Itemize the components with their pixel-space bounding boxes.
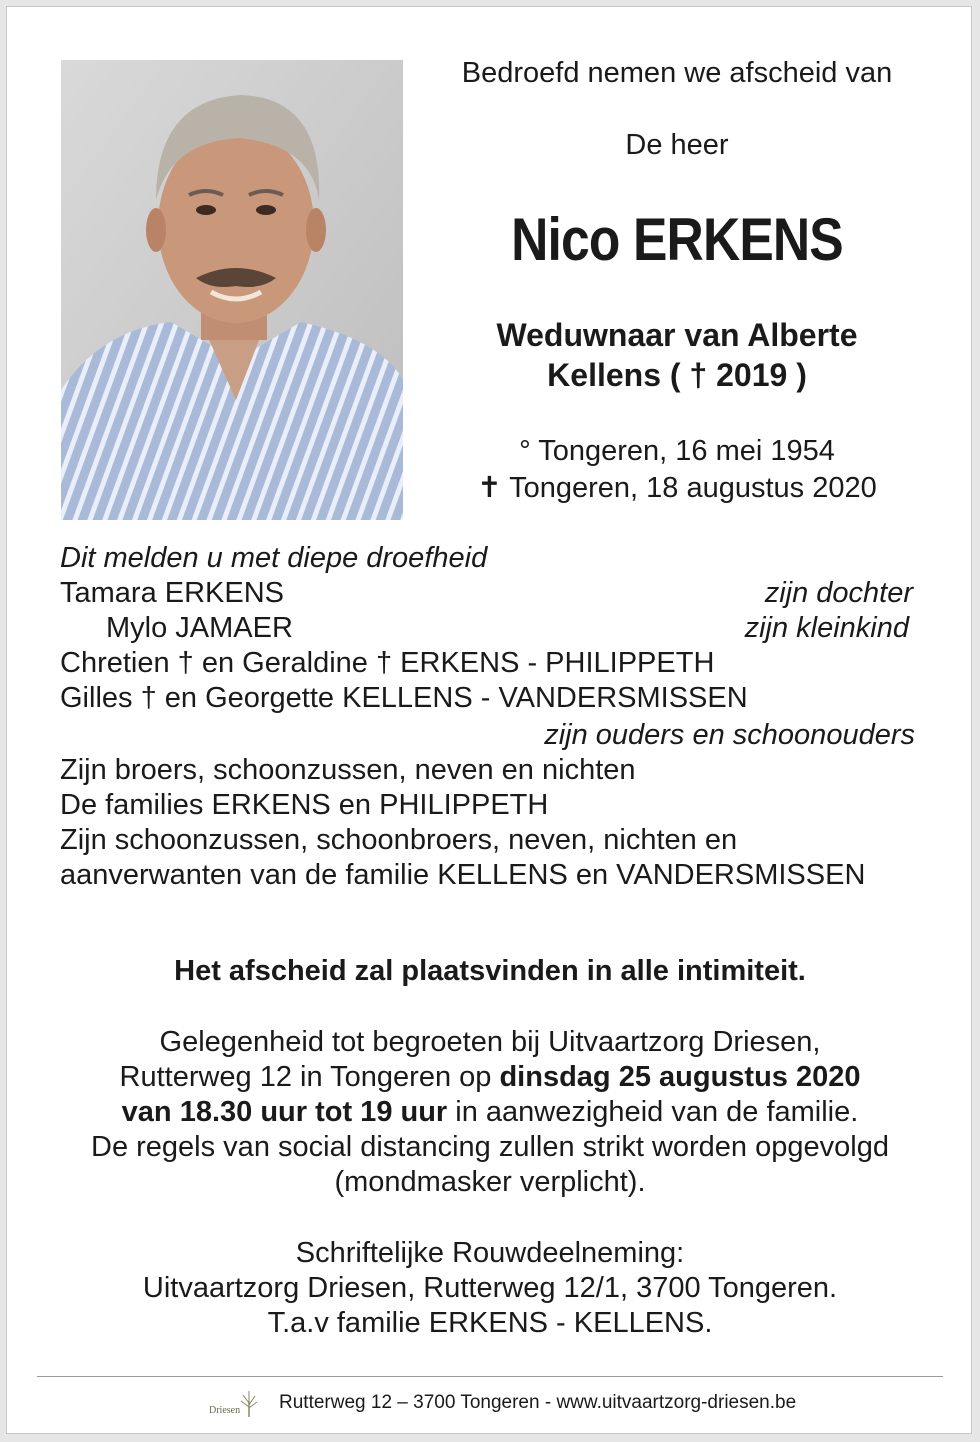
- families-line: De families ERKENS en PHILIPPETH: [60, 789, 549, 821]
- footer-divider: [37, 1376, 943, 1377]
- inlaws-relatives-line-1: Zijn schoonzussen, schoonbroers, neven, nichten en: [60, 824, 738, 856]
- grandchild-relation: zijn kleinkind: [744, 612, 909, 644]
- deceased-name: Nico ERKENS: [511, 206, 843, 273]
- intimacy-notice: Het afscheid zal plaatsvinden in alle intimiteit.: [174, 955, 806, 987]
- visitation-time: van 18.30 uur tot 19 uur: [121, 1096, 448, 1128]
- widower-line-2: Kellens ( † 2019 ): [547, 357, 807, 393]
- visitation-line-3: [7, 1096, 973, 1129]
- written-condolence-title: Schriftelijke Rouwdeelneming:: [295, 1237, 685, 1269]
- portrait-photo: [61, 60, 403, 520]
- written-condolence-attention: T.a.v familie ERKENS - KELLENS.: [267, 1307, 713, 1339]
- visitation-address: Rutterweg 12 in Tongeren op: [119, 1061, 500, 1093]
- visitation-line-2: [7, 1061, 973, 1094]
- portrait-illustration: [61, 60, 403, 520]
- footer-address: Rutterweg 12 – 3700 Tongeren - www.uitvaartzorg-driesen.be: [279, 1392, 797, 1413]
- salutation: De heer: [625, 129, 729, 161]
- grandchild-name: Mylo JAMAER: [106, 612, 293, 644]
- tree-logo-icon: [207, 1387, 263, 1423]
- daughter-relation: zijn dochter: [764, 577, 913, 609]
- obituary-card: [6, 6, 972, 1434]
- inlaws-relatives-line-2: aanverwanten van de familie KELLENS en VANDERSMISSEN: [60, 859, 866, 891]
- intro-line: Bedroefd nemen we afscheid van: [461, 57, 893, 89]
- visitation-presence: in aanwezigheid van de familie.: [447, 1096, 859, 1128]
- daughter-name: Tamara ERKENS: [60, 577, 285, 609]
- parents-line: Chretien † en Geraldine † ERKENS - PHILIPPETH: [60, 647, 715, 679]
- birth-date: ° Tongeren, 16 mei 1954: [519, 435, 835, 467]
- visitation-date: dinsdag 25 augustus 2020: [499, 1061, 861, 1093]
- family-intro: Dit melden u met diepe droefheid: [60, 542, 488, 574]
- death-date: ✝ Tongeren, 18 augustus 2020: [477, 472, 877, 504]
- parents-relation: zijn ouders en schoonouders: [544, 719, 915, 751]
- written-condolence-address: Uitvaartzorg Driesen, Rutterweg 12/1, 3700 Tongeren.: [142, 1272, 838, 1304]
- visitation-line-1: Gelegenheid tot begroeten bij Uitvaartzorg Driesen,: [159, 1026, 821, 1058]
- widower-line-1: Weduwnaar van Alberte: [496, 317, 858, 353]
- logo-text: Driesen: [209, 1405, 241, 1416]
- visitation-line-4: De regels van social distancing zullen strikt worden opgevolgd: [91, 1131, 889, 1163]
- visitation-line-5: (mondmasker verplicht).: [334, 1166, 646, 1198]
- inlaws-line: Gilles † en Georgette KELLENS - VANDERSMISSEN: [60, 682, 748, 714]
- driesen-logo: [207, 1387, 263, 1423]
- brothers-line: Zijn broers, schoonzussen, neven en nichten: [60, 754, 636, 786]
